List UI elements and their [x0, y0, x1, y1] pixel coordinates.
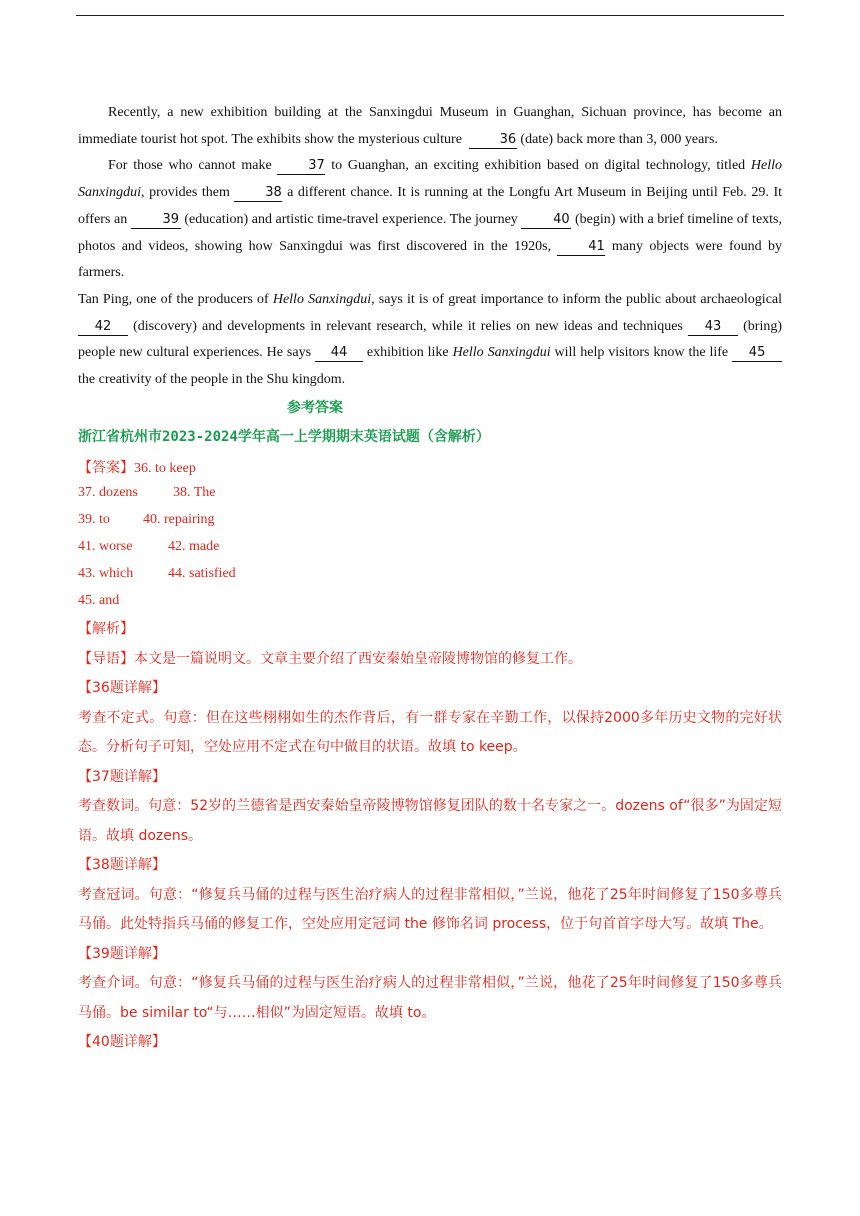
exhibition-title: Hello Sanxingdui	[78, 158, 783, 201]
heading-36: 【36题详解】	[78, 680, 166, 696]
answer-41: 41. worse	[78, 539, 133, 554]
detail-36: 考查不定式。句意：但在这些栩栩如生的杰作背后，有一群专家在辛勤工作，以保持2000多年历史文物的完好状态。分析句子可知，空处应用不定式在句中做目的状语。故填 to keep。	[78, 709, 782, 755]
answer-line-3	[78, 512, 784, 528]
answer-44: 44. satisfied	[168, 566, 236, 581]
answer-38: 38. The	[173, 485, 216, 500]
reading-passage	[78, 100, 782, 394]
blank-38: 38	[234, 185, 282, 202]
source-title: 浙江省杭州市2023-2024学年高一上学期期末英语试题（含解析）	[78, 429, 490, 445]
paragraph-2: For those who cannot make 37 to Guanghan, an exciting exhibition based on digital technology, titled Hello Sanxingdui, provides them 38 a different chance. It is running at the Longfu Art Museum in Beijing until Feb. 29. It offers an 39 (education) and artistic time-travel experience. The journey 40 (begin) with a brief timeline of texts, photos and videos, showing how Sanxingdui was first discovered in the 1920s, 41 many objects were found by farmers.	[78, 158, 783, 281]
header-rule	[76, 15, 784, 16]
exhibition-title-3: Hello Sanxingdui	[452, 345, 551, 361]
blank-45: 45	[732, 345, 782, 362]
paragraph-3: Tan Ping, one of the producers of Hello Sanxingdui, says it is of great importance to inform the public about archaeological 42 (discovery) and developments in relevant research, while it relies on new ideas and techniques 43 (bring) people new cultural experiences. He says 44 exhibition like Hello Sanxingdui will help visitors know the life 45 the creativity of the people in the Shu kingdom.	[78, 291, 783, 388]
blank-44: 44	[315, 345, 363, 362]
blank-36: 36	[469, 132, 517, 149]
heading-38: 【38题详解】	[78, 857, 166, 873]
answer-36: 36. to keep	[134, 461, 196, 476]
detail-37: 考查数词。句意：52岁的兰德省是西安秦始皇帝陵博物馆修复团队的数十名专家之一。dozens of“很多”为固定短语。故填 dozens。	[78, 798, 782, 844]
heading-39: 【39题详解】	[78, 945, 166, 962]
detail-38: 考查冠词。句意：“修复兵马俑的过程与医生治疗病人的过程非常相似，”兰说，他花了25年时间修复了150多尊兵马俑。此处特指兵马俑的修复工作，空处应用定冠词 the 修饰名词 process，位于句首首字母大写。故填 The。	[78, 886, 782, 932]
heading-40: 【40题详解】	[78, 1034, 166, 1050]
analysis-section	[78, 615, 782, 1058]
answer-line-1	[78, 457, 784, 477]
answer-line-4	[78, 539, 784, 555]
answer-line-6	[78, 593, 784, 609]
blank-42: 42	[78, 319, 128, 336]
answer-line-5	[78, 566, 784, 582]
detail-39: 考查介词。句意：“修复兵马俑的过程与医生治疗病人的过程非常相似，”兰说，他花了25年时间修复了150多尊兵马俑。be similar to“与……相似”为固定短语。故填 to。	[78, 975, 782, 1021]
heading-37: 【37题详解】	[78, 768, 166, 785]
answer-tag: 【答案】	[78, 460, 134, 476]
blank-43: 43	[688, 319, 738, 336]
reference-answer-title: 参考答案	[287, 400, 343, 416]
answer-37: 37. dozens	[78, 485, 138, 500]
answer-45: 45. and	[78, 593, 120, 608]
blank-39: 39	[131, 212, 181, 229]
blank-37: 37	[277, 158, 325, 175]
analysis-tag: 【解析】	[78, 621, 134, 637]
answer-39: 39. to	[78, 512, 110, 527]
paragraph-1: Recently, a new exhibition building at the Sanxingdui Museum in Guanghan, Sichuan province, has become an immediate tourist hot spot. The exhibits show the mysterious culture 36 (date) back more than 3, 000 years.	[78, 105, 782, 147]
blank-40: 40	[521, 212, 571, 229]
analysis-guide: 【导语】本文是一篇说明文。文章主要介绍了西安秦始皇帝陵博物馆的修复工作。	[78, 650, 582, 667]
answer-40: 40. repairing	[143, 512, 215, 527]
blank-41: 41	[557, 239, 605, 256]
answer-line-2	[78, 485, 784, 501]
answer-42: 42. made	[168, 539, 220, 554]
answer-43: 43. which	[78, 566, 134, 581]
exhibition-title-2: Hello Sanxingdui,	[272, 291, 375, 307]
